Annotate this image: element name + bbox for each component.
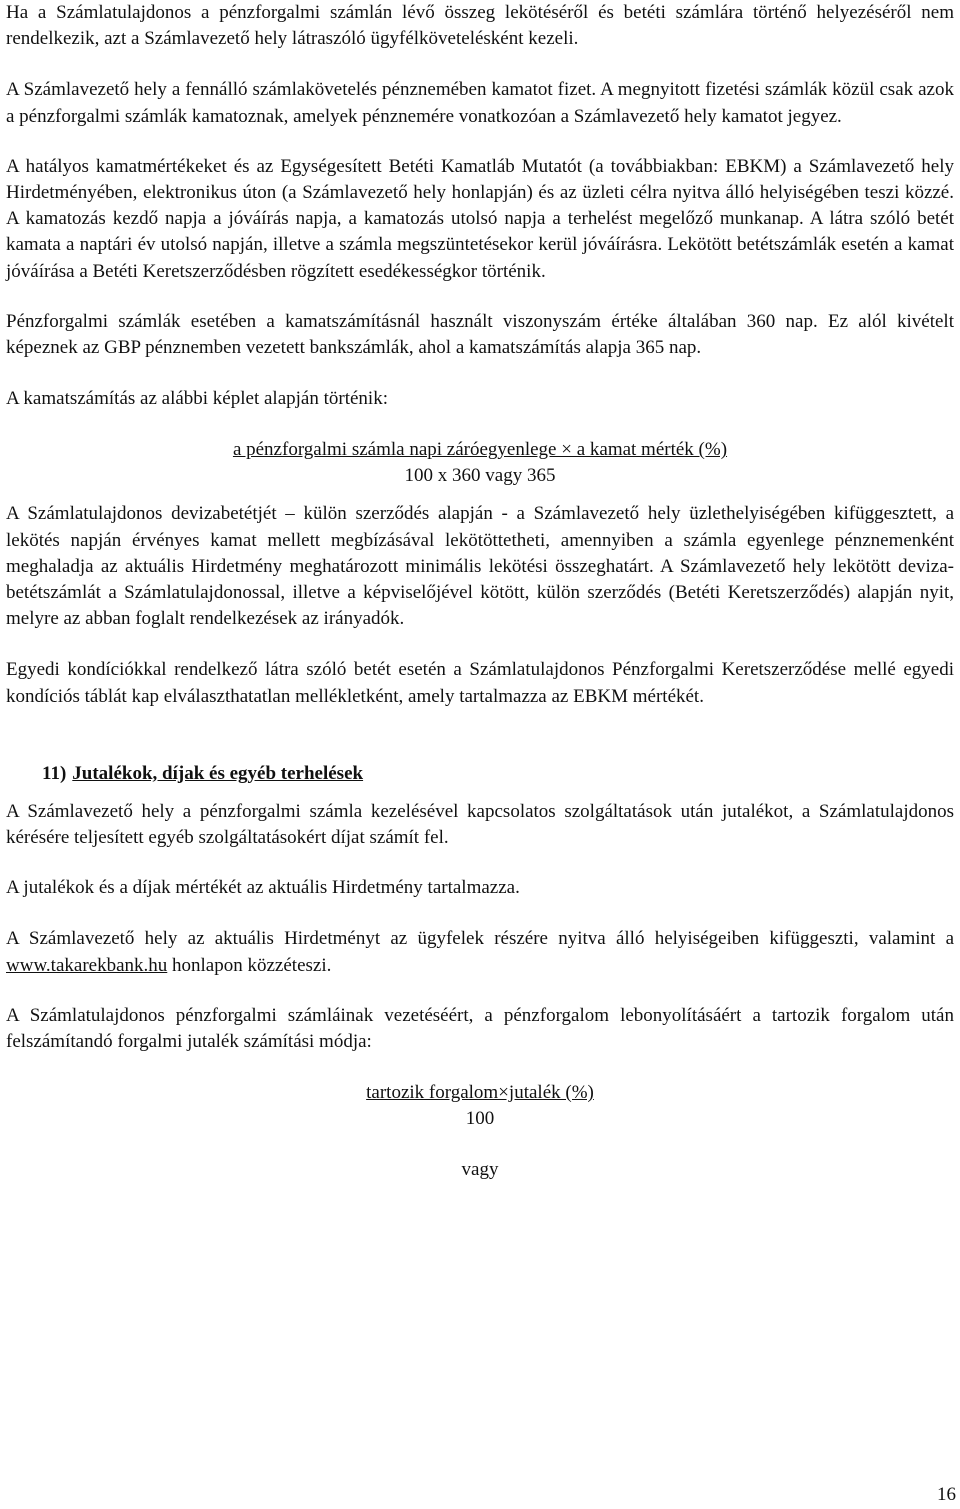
paragraph-commissions-fees: A Számlavezető hely a pénzforgalmi számla kezelésével kapcsolatos szolgáltatások után jutalékot, a Számlatulajdonos kérésére teljesített egyéb szolgáltatásokért díjat számít fel.	[6, 800, 954, 849]
commission-formula-or: vagy	[461, 1159, 499, 1181]
paragraph-formula-intro: A kamatszámítás az alábbi képlet alapján történik:	[6, 388, 388, 410]
section-number: 11)	[42, 762, 67, 784]
commission-formula	[6, 1080, 954, 1183]
paragraph-individual-conditions: Egyedi kondíciókkal rendelkező látra szóló betét esetén a Számlatulajdonos Pénzforgalmi Keretszerződése mellé egyedi kondíciós táblát kap elválaszthatatlan mellékletként, amely tartalmazza az EBKM mértékét.	[6, 659, 954, 707]
section-title: Jutalékok, díjak és egyéb terhelések	[72, 762, 364, 784]
interest-formula-numerator: a pénzforgalmi számla napi záróegyenlege × a kamat mérték (%)	[232, 439, 728, 461]
paragraph-interest-currency: A Számlavezető hely a fennálló számlakövetelés pénznemében kamatot fizet. A megnyitott fizetési számlák közül csak azok a pénzforgalmi számlák kamatoznak, amelyek pénznemére vonatkozóan a Számlavezető hely kamatot jegyez.	[6, 79, 954, 127]
paragraph-day-count-basis: Pénzforgalmi számlák esetében a kamatszámításnál használt viszonyszám értéke általában 360 nap. Ez alól kivételt képeznek az GBP pénznemben vezetett bankszámlák, ahol a kamatszámítás alapja 365 nap.	[6, 310, 954, 359]
commission-formula-numerator: tartozik forgalom×jutalék (%)	[366, 1082, 594, 1104]
paragraph-default-deposit: Ha a Számlatulajdonos a pénzforgalmi számlán lévő összeg lekötéséről és betéti számlára történő helyezéséről nem rendelkezik, azt a Számlavezető hely látraszóló ügyfélkövetelésként kezeli.	[6, 2, 954, 50]
announcement-text-after: honlapon közzéteszi.	[167, 954, 332, 976]
announcement-text-before: A Számlavezető hely az aktuális Hirdetményt az ügyfelek részére nyitva álló helyiségeiben kifüggeszti, valamint a	[6, 928, 954, 950]
section-11-heading	[6, 761, 954, 787]
document-page	[6, 0, 954, 1183]
paragraph-turnover-commission: A Számlatulajdonos pénzforgalmi számláinak vezetéséért, a pénzforgalom lebonyolításáért a tartozik forgalom után felszámítandó forgalmi jutalék számítási módja:	[6, 1004, 954, 1053]
commission-formula-denominator: 100	[465, 1108, 495, 1130]
paragraph-interest-rates-ebkm: A hatályos kamatmértékeket és az Egységesített Betéti Kamatláb Mutatót (a továbbiakban: EBKM) a Számlavezető hely Hirdetményében, elektronikus úton (a Számlavezető hely honlapján) és az üzleti célra nyitva álló helyiségében teszi közzé. A kamatozás kezdő napja a jóváírás napja, a kamatozás utolsó napja a terhelést megelőző munkanap. A látra szóló betét kamata a naptári év utolsó napján, illetve a számla megszüntetésekor kerül jóváírásra. Lekötött betétszámlák esetén a kamat jóváírása a Betéti Keretszerződésben rögzített esedékességkor történik.	[6, 155, 954, 282]
takarekbank-link[interactable]: www.takarekbank.hu	[6, 954, 168, 976]
paragraph-announcement-publication	[6, 926, 954, 978]
interest-formula	[6, 437, 954, 489]
interest-formula-denominator: 100 x 360 vagy 365	[404, 465, 556, 487]
page-number: 16	[937, 1484, 956, 1505]
paragraph-fee-rates: A jutalékok és a díjak mértékét az aktuális Hirdetmény tartalmazza.	[6, 877, 520, 899]
paragraph-fx-deposit: A Számlatulajdonos devizabetétjét ‒ külön szerződés alapján - a Számlavezető hely üzlethelyiségében kifüggesztett, a lekötés napján érvényes kamat mellett megbízásával lekötöttetheti, amennyiben a számla egyenlege pénznemenként meghaladja az aktuális Hirdetmény meghatározott minimális lekötési összeghatárt. A Számlavezető hely lekötött deviza-betétszámlát a Számlatulajdonossal, illetve a képviselőjével kötött, külön szerződés (Betéti Keretszerződés) alapján nyit, melyre az abban foglalt rendelkezések az irányadók.	[6, 503, 954, 630]
